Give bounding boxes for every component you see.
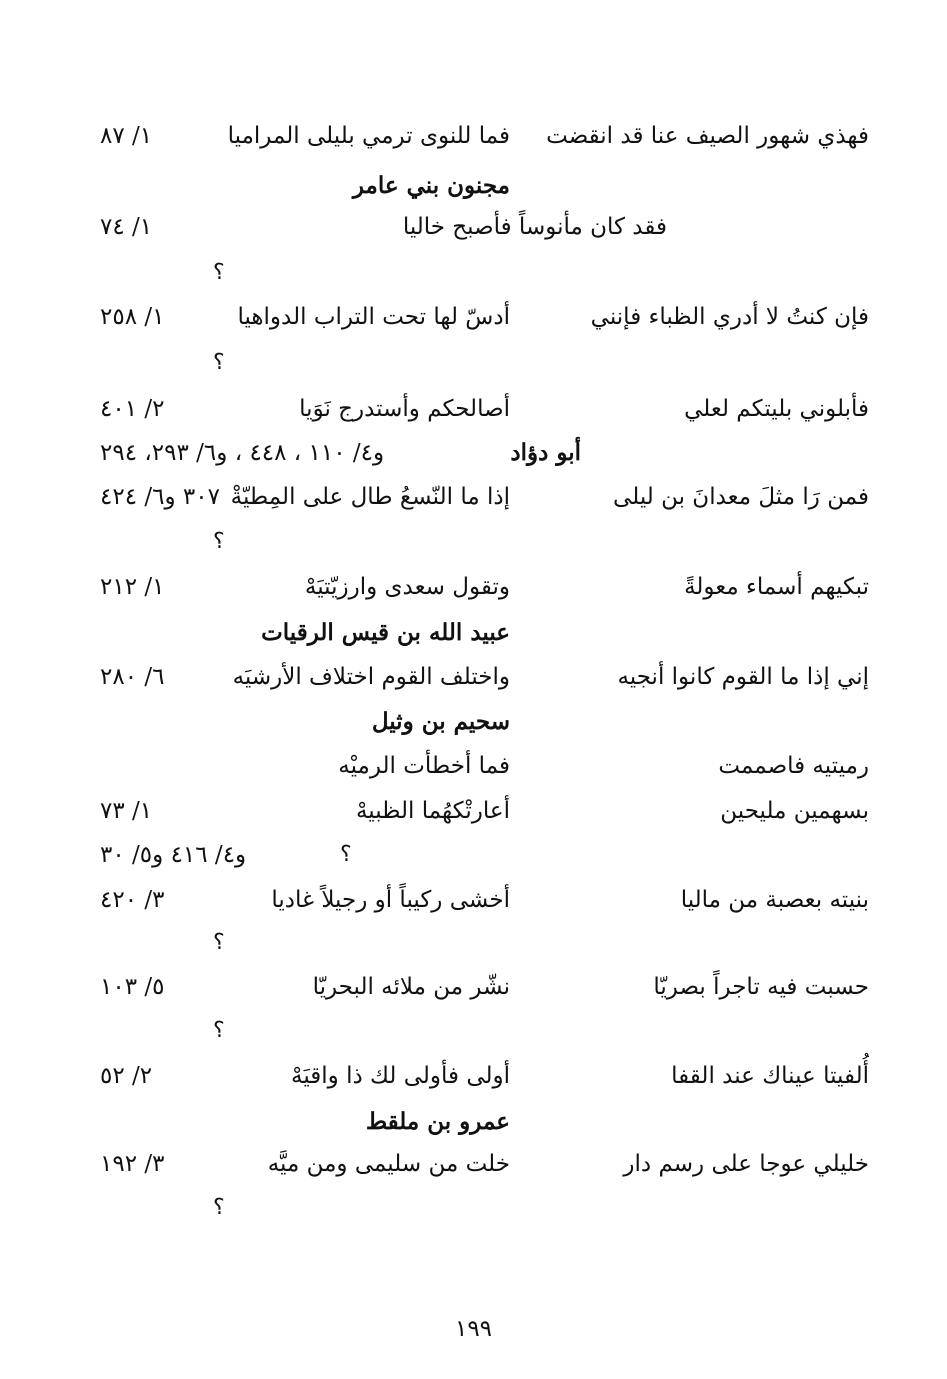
verse-first-hemistich: رميتيه فاصممت [718, 753, 869, 779]
page-number: ١٩٩ [454, 1316, 493, 1342]
unknown-poet-mark: ؟ [213, 930, 225, 955]
verse-second-hemistich: أخشى ركيباً أو رجيلاً غاديا [271, 887, 510, 913]
verse-second-hemistich: خلت من سليمى ومن ميَّه [267, 1151, 510, 1177]
verse-reference: ٣/ ١٩٢ [100, 1151, 165, 1177]
verse-second-hemistich: فما للنوى ترمي بليلى المراميا [227, 123, 510, 149]
verse-reference: و٤/ ٤١٦ و٥/ ٣٠ [100, 842, 247, 868]
poet-name: عمرو بن ملقط [365, 1108, 510, 1135]
verse-reference: ٣٠٧ و٦/ ٤٢٤ [100, 484, 220, 510]
verse-second-hemistich: فما أخطأت الرميْه [338, 753, 510, 779]
unknown-poet-mark: ؟ [340, 842, 352, 867]
verse-reference: و٤/ ١١٠ ، ٤٤٨ ، و٦/ ٢٩٣، ٢٩٤ [100, 440, 385, 466]
verse-first-hemistich: إني إذا ما القوم كانوا أنجيه [617, 664, 869, 690]
verse-reference: ٦/ ٢٨٠ [100, 664, 165, 690]
poet-name: أبو دؤاد [510, 439, 581, 466]
poet-name: عبيد الله بن قيس الرقيات [261, 619, 510, 646]
verse-reference: ١/ ٧٣ [100, 798, 153, 824]
unknown-poet-mark: ؟ [213, 260, 225, 285]
verse-second-hemistich: إذا ما النّسعُ طال على المِطيّةْ [230, 484, 510, 510]
verse-second-hemistich: واختلف القوم اختلاف الأرشيَه [232, 664, 510, 690]
verse-first-hemistich: خليلي عوجا على رسم دار [623, 1151, 869, 1177]
poet-name: سحيم بن وثيل [371, 708, 510, 735]
verse-reference: ١/ ٨٧ [100, 123, 153, 149]
verse-second-hemistich: وتقول سعدى وارزيّتيَهْ [304, 574, 510, 600]
verse-first-hemistich: فهذي شهور الصيف عنا قد انقضت [546, 123, 869, 149]
verse-second-hemistich: فقد كان مأنوساً فأصبح خاليا [402, 214, 667, 240]
verse-first-hemistich: تبكيهم أسماء معولةً [684, 574, 869, 600]
verse-first-hemistich: بسهمين مليحين [720, 798, 869, 824]
verse-second-hemistich: أولى فأولى لك ذا واقيَهْ [291, 1063, 510, 1089]
verse-reference: ١/ ٢٥٨ [100, 304, 165, 330]
unknown-poet-mark: ؟ [213, 1195, 225, 1220]
verse-reference: ٢/ ٤٠١ [100, 396, 165, 422]
verse-first-hemistich: فإن كنتُ لا أدري الظباء فإنني [590, 304, 869, 330]
verse-reference: ١/ ٢١٢ [100, 574, 165, 600]
verse-reference: ١/ ٧٤ [100, 214, 153, 240]
poet-name: مجنون بني عامر [352, 172, 510, 199]
verse-second-hemistich: أعارتْكهُما الظبيهْ [355, 798, 510, 824]
verse-second-hemistich: أدسّ لها تحت التراب الدواهيا [237, 304, 510, 330]
verse-reference: ٥/ ١٠٣ [100, 974, 165, 1000]
verse-first-hemistich: بنيته بعصبة من ماليا [680, 887, 869, 913]
verse-first-hemistich: فأبلوني بليتكم لعلي [684, 396, 869, 422]
verse-second-hemistich: نشّر من ملائه البحريّا [312, 974, 510, 1000]
verse-first-hemistich: فمن رَا مثلَ معدانَ بن ليلى [613, 484, 869, 510]
verse-reference: ٣/ ٤٢٠ [100, 887, 165, 913]
verse-reference: ٢/ ٥٢ [100, 1063, 153, 1089]
unknown-poet-mark: ؟ [213, 350, 225, 375]
verse-first-hemistich: أُلفيتا عيناك عند القفا [671, 1063, 869, 1089]
verse-first-hemistich: حسبت فيه تاجراً بصريّا [653, 974, 869, 1000]
unknown-poet-mark: ؟ [213, 1018, 225, 1043]
unknown-poet-mark: ؟ [213, 529, 225, 554]
verse-second-hemistich: أصالحكم وأستدرج نَوَيا [299, 396, 510, 422]
